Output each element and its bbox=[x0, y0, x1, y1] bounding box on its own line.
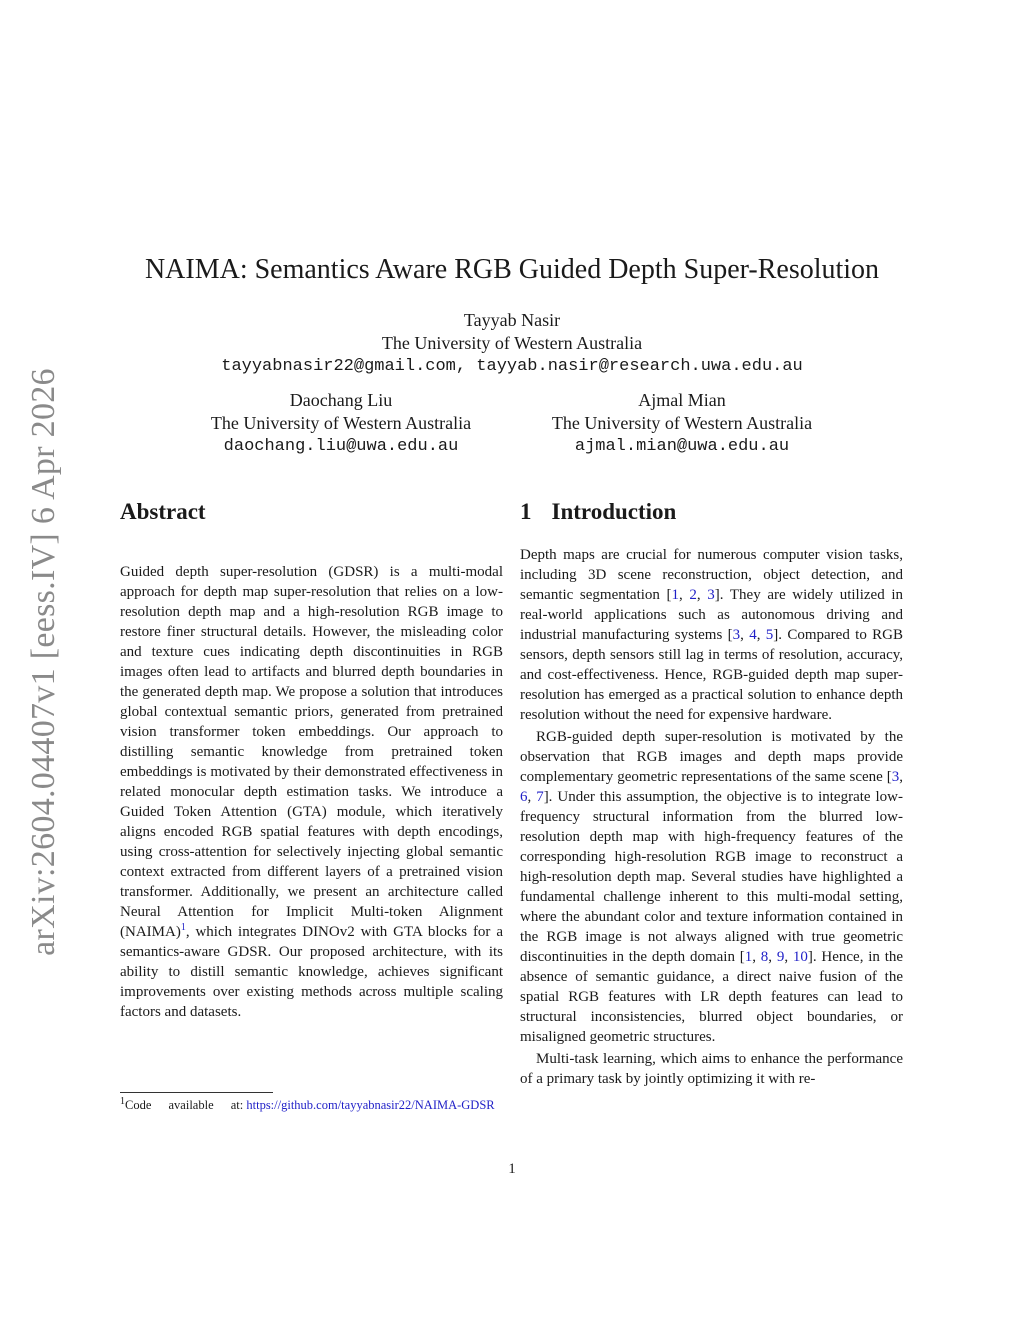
section-number: 1 bbox=[520, 499, 532, 524]
citation-link[interactable]: 7 bbox=[536, 789, 544, 805]
abstract-heading: Abstract bbox=[120, 499, 206, 524]
introduction-heading bbox=[520, 498, 676, 526]
citation-link[interactable]: 6 bbox=[520, 789, 528, 805]
abstract-text: Guided depth super-resolution (GDSR) is a multi-modal approach for depth map super-resolution that relies on a low-resolution depth map and a high-resolution RGB image to restore finer structural details. However, the misleading color and texture cues indicating depth discontinuities in RGB images often lead to artifacts and blurred depth boundaries in the generated depth map. We propose a solution that introduces global contextual semantic priors, generated from pretrained vision transformer token embeddings. Our approach to distilling semantic knowledge from pretrained token embeddings is motivated by their demonstrated effectiveness in related monocular depth estimation tasks. We introduce a Guided Token Attention (GTA) module, which iteratively aligns encoded RGB spatial features with depth encodings, using cross-attention for selectively injecting global semantic context extracted from different layers of a pretrained vision transformer. Additionally, we present an architecture called Neural Attention for Implicit Multi-token Alignment (NAIMA) bbox=[120, 564, 503, 940]
citation-link[interactable]: 8 bbox=[760, 949, 769, 965]
author-name: Ajmal Mian bbox=[638, 390, 726, 410]
author-email[interactable]: tayyabnasir22@gmail.com, tayyab.nasir@research.uwa.edu.au bbox=[221, 357, 803, 376]
section-title: Introduction bbox=[551, 499, 677, 524]
citation-link[interactable]: 3 bbox=[732, 627, 741, 643]
footnote-marker[interactable]: 1 bbox=[180, 922, 186, 933]
abstract-paragraph bbox=[120, 562, 503, 1022]
author-name: Daochang Liu bbox=[289, 390, 393, 410]
intro-paragraph-1: Depth maps are crucial for numerous computer vision tasks, including 3D scene reconstruction, object detection, and semantic segmentation [1, 2, 3]. They are widely utilized in real-world applications such as autonomous driving and industrial manufacturing systems [3, 4, 5]. Compared to RGB sensors, depth sensors still lag in terms of resolution, accuracy, and cost-effectiveness. Hence, RGB-guided depth map super-resolution has emerged as a practical solution to enhance depth resolution without the need for expensive hardware. bbox=[520, 547, 903, 723]
footnote-number: 1 bbox=[120, 1095, 125, 1107]
citation-link[interactable]: 5 bbox=[765, 627, 774, 643]
footnote-text: Code available at: bbox=[125, 1098, 244, 1112]
code-repository-link[interactable]: https://github.com/tayyabnasir22/NAIMA-GDSR bbox=[246, 1098, 495, 1112]
citation-link[interactable]: 10 bbox=[792, 949, 808, 965]
citation-link[interactable]: 9 bbox=[776, 949, 785, 965]
introduction-body bbox=[520, 545, 903, 1089]
author-email[interactable]: daochang.liu@uwa.edu.au bbox=[223, 437, 459, 456]
paragraph-text: ]. Compared to RGB sensors, depth sensors still lag in terms of resolution, accuracy, and cost-effectiveness. Hence, RGB-guided depth map super-resolution has emerged as a practical solution to enhance depth resolution without the need for expensive hardware. bbox=[520, 627, 903, 723]
paragraph-text: ]. Hence, in the absence of semantic guidance, a direct naive fusion of the spatial RGB features with LR depth features can lead to structural inconsistencies, blurred object boundaries, or misaligned geometric structures. bbox=[520, 949, 904, 1045]
author-affiliation: The University of Western Australia bbox=[551, 413, 813, 433]
author-name: Tayyab Nasir bbox=[463, 310, 561, 330]
paragraph-text: RGB-guided depth super-resolution is motivated by the observation that RGB images and depth maps provide complementary geometric representations of the same scene [ bbox=[520, 729, 903, 785]
author-affiliation: The University of Western Australia bbox=[210, 413, 472, 433]
citation-link[interactable]: 2 bbox=[689, 587, 697, 603]
paragraph-text: Depth maps are crucial for numerous computer vision tasks, including 3D scene reconstruction, object detection, and semantic segmentation [ bbox=[520, 547, 903, 603]
abstract-body bbox=[120, 562, 503, 1022]
author-block-main bbox=[0, 309, 1024, 378]
citation-link[interactable]: 1 bbox=[744, 949, 753, 965]
paper-title: NAIMA: Semantics Aware RGB Guided Depth Super-Resolution bbox=[144, 254, 880, 285]
abstract-text-continued: , which integrates DINOv2 with GTA blocks for a semantics-aware GDSR. Our proposed architecture, with its ability to distill semantic knowledge, achieves significant improvements over existing methods across multiple scaling factors and datasets. bbox=[120, 924, 503, 1020]
citation-link[interactable]: 1 bbox=[671, 587, 680, 603]
footnote bbox=[120, 1097, 503, 1114]
intro-paragraph-2: RGB-guided depth super-resolution is motivated by the observation that RGB images and depth maps provide complementary geometric representations of the same scene [3, 6, 7]. Under this assumption, the objective is to integrate low-frequency structural information from the blurred low-resolution depth map with high-frequency features of the corresponding high-resolution RGB image to reconstruct a high-resolution depth map. Several studies have highlighted a fundamental challenge inherent to this multi-modal setting, where the abundant color and texture information contained in the RGB image is not always aligned with true geometric discontinuities in the depth domain [1, 8, 9, 10]. Hence, in the absence of semantic guidance, a direct naive fusion of the spatial RGB features with LR depth features can lead to structural inconsistencies, blurred object boundaries, or misaligned geometric structures. bbox=[520, 729, 904, 1045]
author-email[interactable]: ajmal.mian@uwa.edu.au bbox=[574, 437, 790, 456]
paragraph-text: ]. They are widely utilized in real-world applications such as autonomous driving and industrial manufacturing systems [ bbox=[520, 587, 903, 643]
arxiv-identifier-stamp: arXiv:2604.04407v1 [eess.IV] 6 Apr 2026 bbox=[25, 368, 62, 956]
paragraph-text: ]. Under this assumption, the objective is to integrate low-frequency structural information from the blurred low-resolution depth map with high-frequency features of the corresponding high-resolution RGB image to reconstruct a high-resolution depth map. Several studies have highlighted a fundamental challenge inherent to this multi-modal setting, where the abundant color and texture information contained in the RGB image is not always aligned with true geometric discontinuities in the depth domain [ bbox=[520, 789, 903, 965]
author-block-right bbox=[522, 389, 842, 458]
author-block-left bbox=[181, 389, 501, 458]
author-affiliation: The University of Western Australia bbox=[381, 333, 643, 353]
page-number: 1 bbox=[508, 1161, 516, 1177]
citation-link[interactable]: 3 bbox=[707, 587, 715, 603]
citation-link[interactable]: 4 bbox=[749, 627, 757, 643]
citation-link[interactable]: 3 bbox=[891, 769, 900, 785]
footnote-divider bbox=[120, 1092, 273, 1093]
intro-paragraph-3: Multi-task learning, which aims to enhance the performance of a primary task by jointly optimizing it with re- bbox=[520, 1051, 903, 1087]
